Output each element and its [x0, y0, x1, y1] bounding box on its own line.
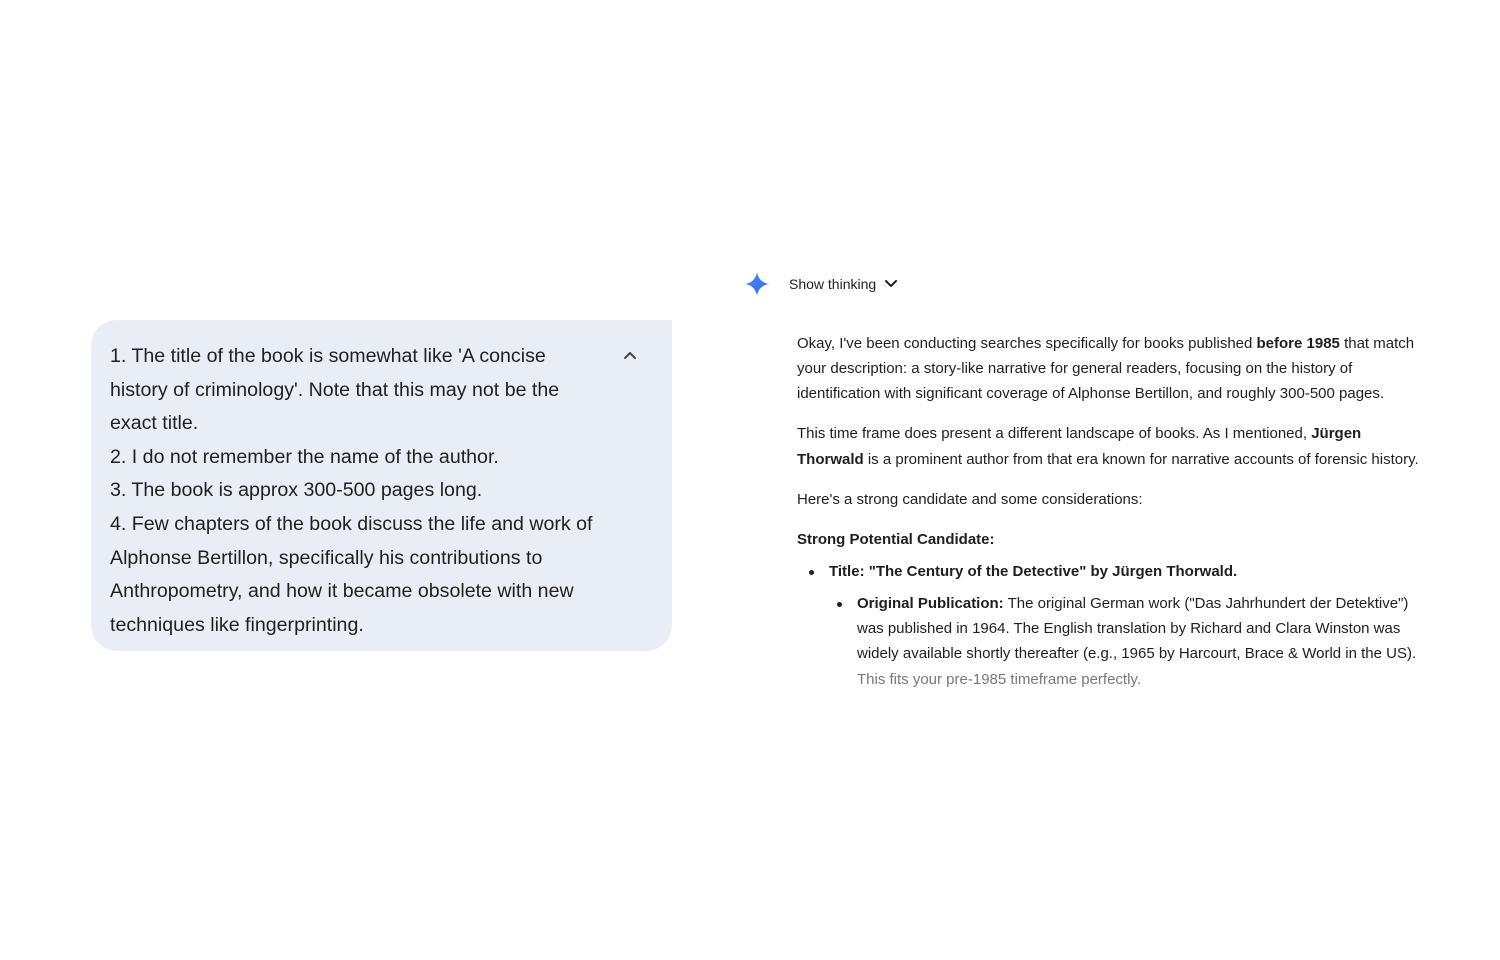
- streaming-faded-text: This fits your pre-1985 timeframe perfectly.: [857, 670, 1141, 688]
- show-thinking-toggle[interactable]: [789, 273, 898, 295]
- response-paragraph: [797, 331, 1427, 407]
- user-prompt-line: Anthropometry, and how it became obsolete with new: [110, 580, 574, 603]
- user-prompt-line: history of criminology'. Note that this may not be the: [110, 378, 560, 401]
- bullet-dot: [837, 602, 842, 607]
- response-text: is a prominent author from that era known for narrative accounts of forensic history.: [863, 450, 1419, 468]
- sub-item-label: Original Publication:: [857, 595, 1004, 613]
- user-prompt-line: 4. Few chapters of the book discuss the life and work of: [110, 512, 593, 535]
- response-paragraph: [797, 421, 1427, 471]
- gemini-sparkle-icon: [744, 271, 770, 297]
- response-text: that match your description: a story-like narrative for general readers, focusing on the history of identification with significant coverage of Alphonse Bertillon, and roughly 300-500 pages.: [797, 335, 1415, 403]
- user-prompt-line: techniques like fingerprinting.: [110, 613, 364, 636]
- response-heading: Strong Potential Candidate:: [797, 530, 995, 548]
- sub-item-text: The original German work ("Das Jahrhundert der Detektive") was published in 1964. The English translation by Richard and Clara Winston was widely available shortly thereafter (e.g., 1965 by Harcourt, Brace & World in the US).: [857, 595, 1417, 663]
- response-bold-text: before 1985: [1256, 335, 1340, 352]
- list-item-title: Title: "The Century of the Detective" by Jürgen Thorwald.: [829, 562, 1238, 580]
- sub-list-item: [797, 591, 1427, 692]
- model-response: [797, 331, 1427, 692]
- chevron-down-icon: [884, 279, 898, 289]
- show-thinking-label: Show thinking: [789, 276, 877, 292]
- response-text: This time frame does present a different landscape of books. As I mentioned,: [797, 425, 1312, 443]
- response-text: Okay, I've been conducting searches specifically for books published: [797, 335, 1257, 352]
- response-bullet-list: [797, 559, 1427, 692]
- response-paragraph: Here's a strong candidate and some considerations:: [797, 490, 1143, 508]
- user-prompt-line: Alphonse Bertillon, specifically his contributions to: [110, 546, 543, 569]
- bullet-dot: [809, 570, 814, 575]
- user-prompt-line: 3. The book is approx 300-500 pages long.: [110, 479, 483, 502]
- user-prompt-line: 1. The title of the book is somewhat like 'A concise: [110, 345, 546, 367]
- chevron-up-icon: [623, 350, 637, 360]
- collapse-prompt-button[interactable]: [619, 344, 641, 366]
- user-prompt-bubble: [91, 320, 672, 651]
- user-prompt-line: 2. I do not remember the name of the author.: [110, 445, 499, 468]
- user-prompt-line: exact title.: [110, 412, 199, 435]
- response-bold-text: Jürgen Thorwald: [797, 425, 1362, 468]
- list-item: [797, 559, 1427, 584]
